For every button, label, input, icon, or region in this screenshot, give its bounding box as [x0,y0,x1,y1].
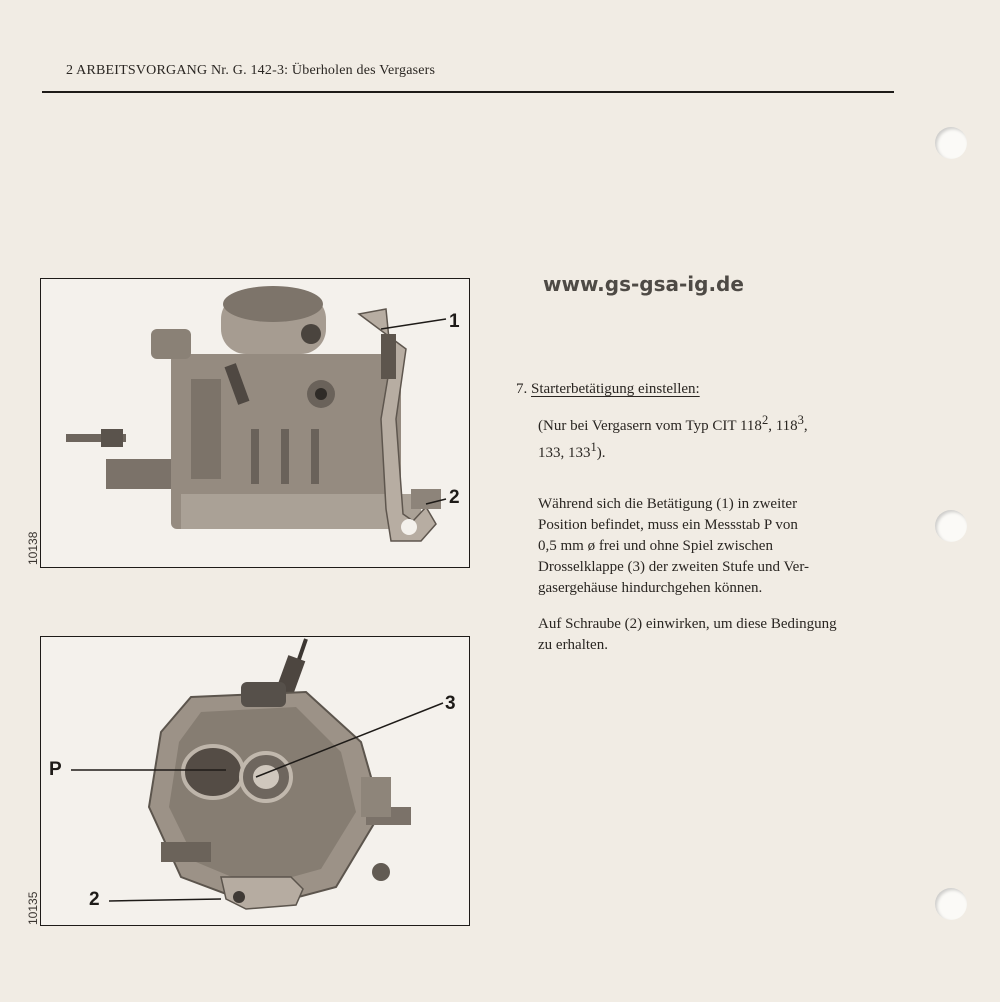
note-text-5: ). [596,445,606,461]
figure-carburetor-bottom [40,636,470,926]
step-heading [516,381,700,398]
callout-2b: 2 [89,889,100,910]
step-title: Starterbetätigung einstellen: [531,381,700,397]
watermark-url: www.gs-gsa-ig.de [543,272,744,296]
carburetor-bottom-photo [41,637,469,925]
punch-hole-top [935,127,967,159]
step-number: 7. [516,381,528,397]
step-note [538,410,808,464]
note-sup-3: 1 [590,440,597,454]
callout-p: P [49,759,62,780]
figure-carburetor-side [40,278,470,568]
header-rule [42,91,894,93]
carburetor-side-photo [41,279,469,567]
punch-hole-bottom [935,888,967,920]
punch-hole-middle [935,510,967,542]
note-sup-1: 2 [761,413,769,427]
callout-1: 1 [449,311,460,332]
figure-code-1: 10138 [26,531,40,565]
note-text-2: , 118 [768,418,798,434]
note-text-1: (Nur bei Vergasern vom Typ CIT 118 [538,418,762,434]
callout-2: 2 [449,487,460,508]
page-header: 2 ARBEITSVORGANG Nr. G. 142-3: Überholen des Vergasers [66,63,436,78]
adjustment-paragraph: Auf Schraube (2) einwirken, um diese Bedingung zu erhalten. [538,616,837,653]
note-text-3: , [803,418,808,434]
note-sup-2: 3 [797,413,804,427]
callout-3: 3 [445,693,456,714]
figure-code-2: 10135 [26,891,40,925]
instruction-paragraph: Während sich die Betätigung (1) in zweiter Position befindet, muss ein Messstab P von 0,5 mm ø frei und ohne Spiel zwischen Drosselklappe (3) der zweiten Stufe und Ver- gasergehäuse hindurchgehen können. [538,496,810,596]
note-text-4: 133, 133 [538,445,591,461]
